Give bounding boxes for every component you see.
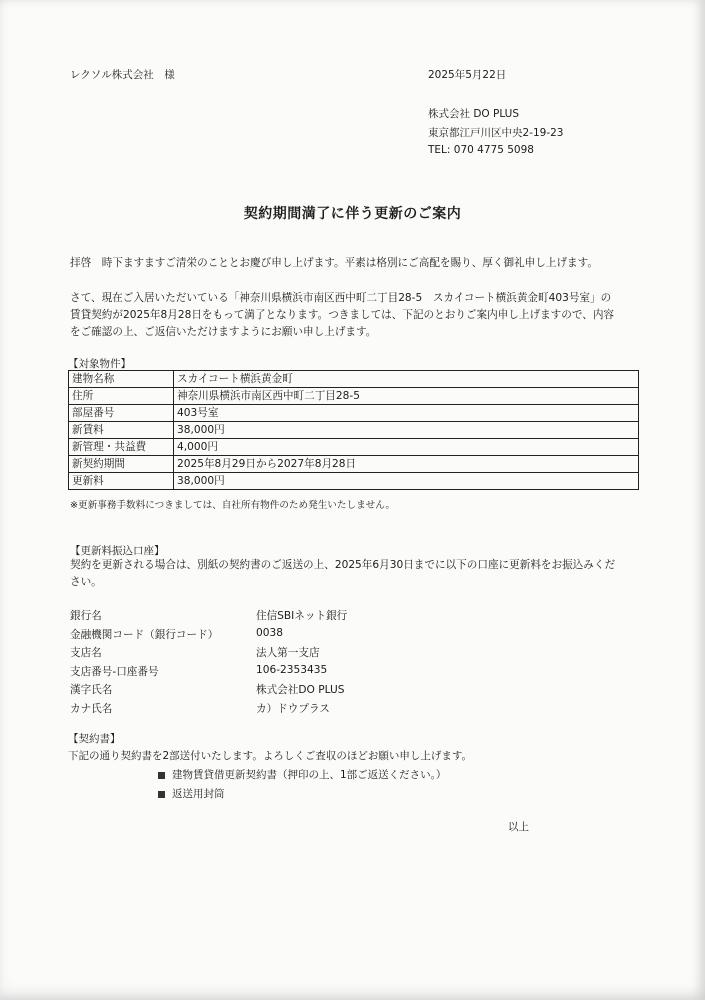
bank-value: 法人第一支店 (256, 647, 320, 659)
property-label: 部屋番号 (69, 405, 174, 422)
recipient: レクソル株式会社 様 (70, 69, 175, 81)
bank-label: 銀行名 (70, 610, 102, 622)
table-row (69, 405, 639, 422)
bank-value: カ）ドウプラス (256, 702, 330, 715)
table-row (69, 371, 639, 388)
bullet-square-icon (158, 772, 165, 779)
property-label: 住所 (69, 388, 174, 405)
table-row (69, 473, 639, 490)
bank-account-list (70, 608, 490, 719)
document-date: 2025年5月22日 (428, 69, 507, 81)
intro-line: をご確認の上、ご返信いただけますようにお願い申し上げます。 (70, 326, 377, 338)
contract-heading: 【契約書】 (68, 733, 121, 745)
list-item (70, 645, 490, 664)
table-row (69, 422, 639, 439)
bullet-square-icon (158, 791, 165, 798)
transfer-line: 契約を更新される場合は、別紙の契約書のご返送の上、2025年6月30日までに以下の口座に更新料をお振込みくだ (70, 559, 616, 571)
bank-label: カナ氏名 (70, 702, 113, 715)
table-row (69, 439, 639, 456)
fee-note: ※更新事務手数料につきましては、自社所有物件のため発生いたしません。 (70, 500, 396, 511)
list-item (158, 767, 446, 782)
list-item (70, 682, 490, 701)
intro-line: さて、現在ご入居いただいている「神奈川県横浜市南区西中町二丁目28-5 スカイコート横浜黄金町403号室」の (70, 292, 612, 304)
property-label: 新賃料 (69, 422, 174, 439)
bank-label: 支店名 (70, 647, 102, 659)
property-label: 更新料 (69, 473, 174, 490)
property-value: 38,000円 (174, 473, 639, 490)
closing-text: 以上 (508, 821, 529, 833)
list-item (158, 786, 225, 801)
sender-tel: TEL: 070 4775 5098 (428, 144, 534, 156)
intro-line: 賃貸契約が2025年8月28日をもって満了となります。つきましては、下記のとおりご案内申し上げますので、内容 (70, 309, 615, 321)
document-title: 契約期間満了に伴う更新のご案内 (243, 206, 462, 222)
bank-label: 支店番号-口座番号 (70, 665, 159, 678)
sender-company: 株式会社 DO PLUS (428, 108, 520, 120)
sender-address: 東京都江戸川区中央2-19-23 (428, 127, 564, 139)
property-heading: 【対象物件】 (68, 358, 131, 370)
property-value: スカイコート横浜黄金町 (174, 371, 639, 388)
bank-value: 0038 (256, 626, 283, 639)
property-table (68, 370, 639, 490)
contract-item: 返送用封筒 (172, 788, 225, 800)
property-value: 神奈川県横浜市南区西中町二丁目28-5 (174, 388, 639, 405)
table-row (69, 456, 639, 473)
transfer-heading: 【更新料振込口座】 (70, 545, 165, 557)
bank-label: 漢字氏名 (70, 684, 113, 696)
bank-label: 金融機関コード（銀行コード） (70, 628, 219, 641)
table-row (69, 388, 639, 405)
intro-paragraph (70, 290, 640, 341)
list-item (70, 664, 490, 683)
list-item (70, 701, 490, 720)
bank-value: 106-2353435 (256, 663, 328, 676)
transfer-text (70, 557, 640, 591)
greeting-text: 拝啓 時下ますますご清栄のこととお慶び申し上げます。平素は格別にご高配を賜り、厚く御礼申し上げます。 (70, 257, 598, 269)
bank-value: 株式会社DO PLUS (256, 684, 345, 696)
property-label: 新管理・共益費 (69, 439, 174, 456)
contract-text: 下記の通り契約書を2部送付いたします。よろしくご査収のほどお願い申し上げます。 (68, 750, 472, 762)
property-value: 403号室 (174, 405, 639, 422)
property-label: 建物名称 (69, 371, 174, 388)
list-item (70, 627, 490, 646)
contract-item: 建物賃貸借更新契約書（押印の上、1部ご返送ください。） (172, 769, 447, 781)
property-value: 2025年8月29日から2027年8月28日 (174, 456, 639, 473)
property-value: 38,000円 (174, 422, 639, 439)
list-item (70, 608, 490, 627)
property-label: 新契約期間 (69, 456, 174, 473)
property-value: 4,000円 (174, 439, 639, 456)
transfer-line: さい。 (70, 576, 102, 588)
bank-value: 住信SBIネット銀行 (256, 610, 348, 622)
